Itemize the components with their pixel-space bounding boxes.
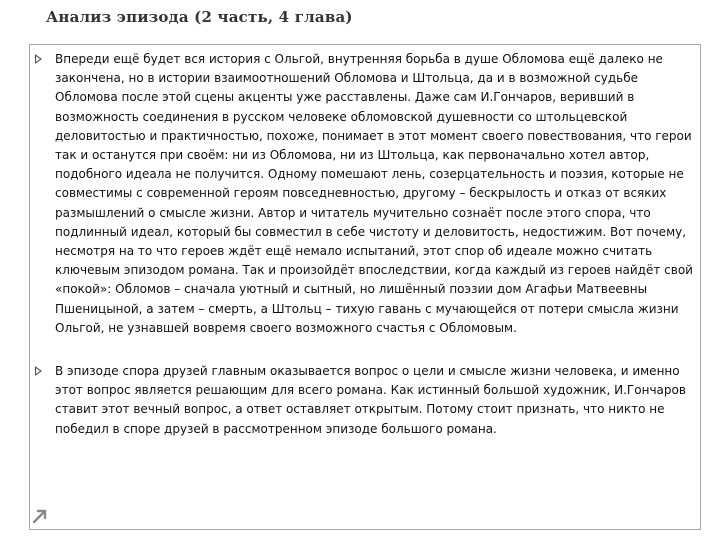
triangle-right-icon [35, 366, 42, 376]
slide-title: Анализ эпизода (2 часть, 4 глава) [46, 8, 353, 26]
bullet-text: Впереди ещё будет вся история с Ольгой, внутренняя борьба в душе Обломова ещё далеко не закончена, но в истории взаимоотношений Обломова и Штольца, да и в возможной судьбе Обломова после этой сцены акценты уже расставлены. Даже сам И.Гончаров, веривший в возможность соединения в русском человеке обломовской душевности со штольцевской деловитостью и практичностью, похоже, понимает в этот момент своего повествования, что герои так и останутся при своём: ни из Обломова, ни из Штольца, как первоначально хотел автор, подобного идеала не получится. Одному помешают лень, созерцательность и поэзия, которые не совместимы с современной героям повседневностью, другому – бескрылость и отказ от всяких размышлений о смысле жизни. Автор и читатель мучительно сознаёт после этого спора, что подлинный идеал, который бы совместил в себе чистоту и деловитость, недостижим. Вот почему, несмотря на то что героев ждёт ещё немало испытаний, этот спор об идеале можно считать ключевым эпизодом романа. Так и произойдёт впоследствии, когда каждый из героев найдёт свой «покой»: Обломов – сначала уютный и сытный, но лишённый поэзии дом Агафьи Матвеевны Пшеницыной, а затем – смерть, а Штольц – тихую гавань с мучающейся от потери смысла жизни Ольгой, не узнавшей вовремя своего возможного счастья с Обломовым. [55, 52, 693, 335]
diagonal-arrow-icon [30, 506, 50, 526]
content-frame [29, 44, 701, 530]
bullet-text: В эпизоде спора друзей главным оказывается вопрос о цели и смысле жизни человека, и именно этот вопрос является решающим для всего романа. Как истинный большой художник, И.Гончаров ставит этот вечный вопрос, а ответ оставляет открытым. Потому стоит признать, что никто не победил в споре друзей в рассмотренном эпизоде большого романа. [55, 364, 686, 436]
triangle-right-icon [35, 54, 42, 64]
